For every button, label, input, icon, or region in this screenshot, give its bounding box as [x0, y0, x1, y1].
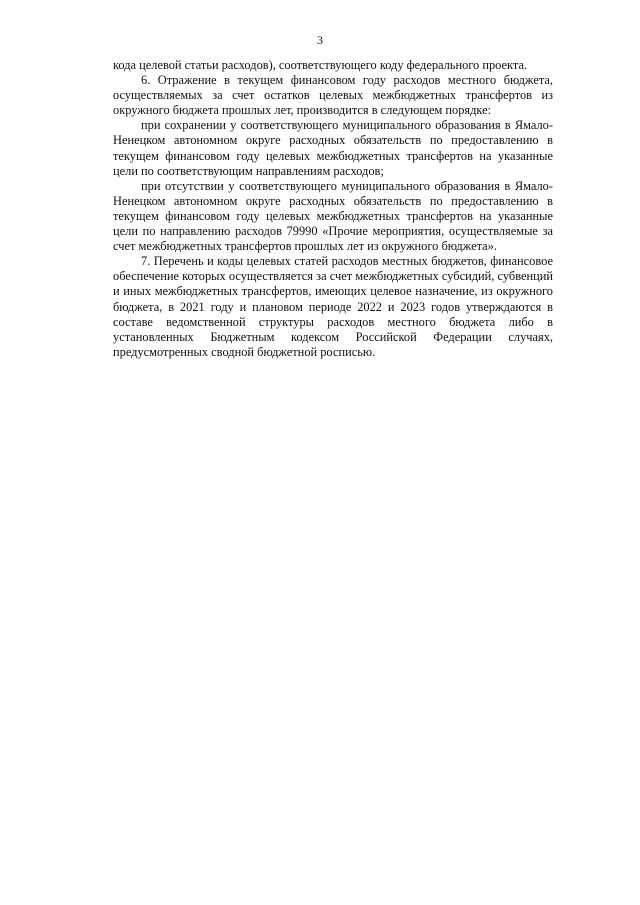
paragraph-case-preserved: при сохранении у соответствующего муниципального образования в Ямало-Ненецком автономном округе расходных обязательств по предоставлению в текущем финансовом году целевых межбюджетных трансфертов на указанные цели по соответствующим направлениям расходов; — [113, 118, 553, 178]
document-body — [113, 58, 553, 360]
paragraph-continuation: кода целевой статьи расходов), соответствующего коду федерального проекта. — [113, 58, 528, 72]
paragraph-item-6: 6. Отражение в текущем финансовом году расходов местного бюджета, осуществляемых за счет остатков целевых межбюджетных трансфертов из окружного бюджета прошлых лет, производится в следующем порядке: — [113, 73, 553, 118]
paragraph-case-absent: при отсутствии у соответствующего муниципального образования в Ямало-Ненецком автономном округе расходных обязательств по предоставлению в текущем финансовом году целевых межбюджетных трансфертов на указанные цели по направлению расходов 79990 «Прочие мероприятия, осуществляемые за счет межбюджетных трансфертов прошлых лет из окружного бюджета». — [113, 178, 553, 254]
page-number: 3 — [317, 33, 323, 47]
paragraph-item-7: 7. Перечень и коды целевых статей расходов местных бюджетов, финансовое обеспечение которых осуществляется за счет межбюджетных субсидий, субвенций и иных межбюджетных трансфертов, имеющих целевое назначение, из окружного бюджета, в 2021 году и плановом периоде 2022 и 2023 годов утверждаются в составе ведомственной структуры расходов местного бюджета либо в установленных Бюджетным кодексом Российской Федерации случаях, предусмотренных сводной бюджетной росписью. — [113, 254, 553, 359]
